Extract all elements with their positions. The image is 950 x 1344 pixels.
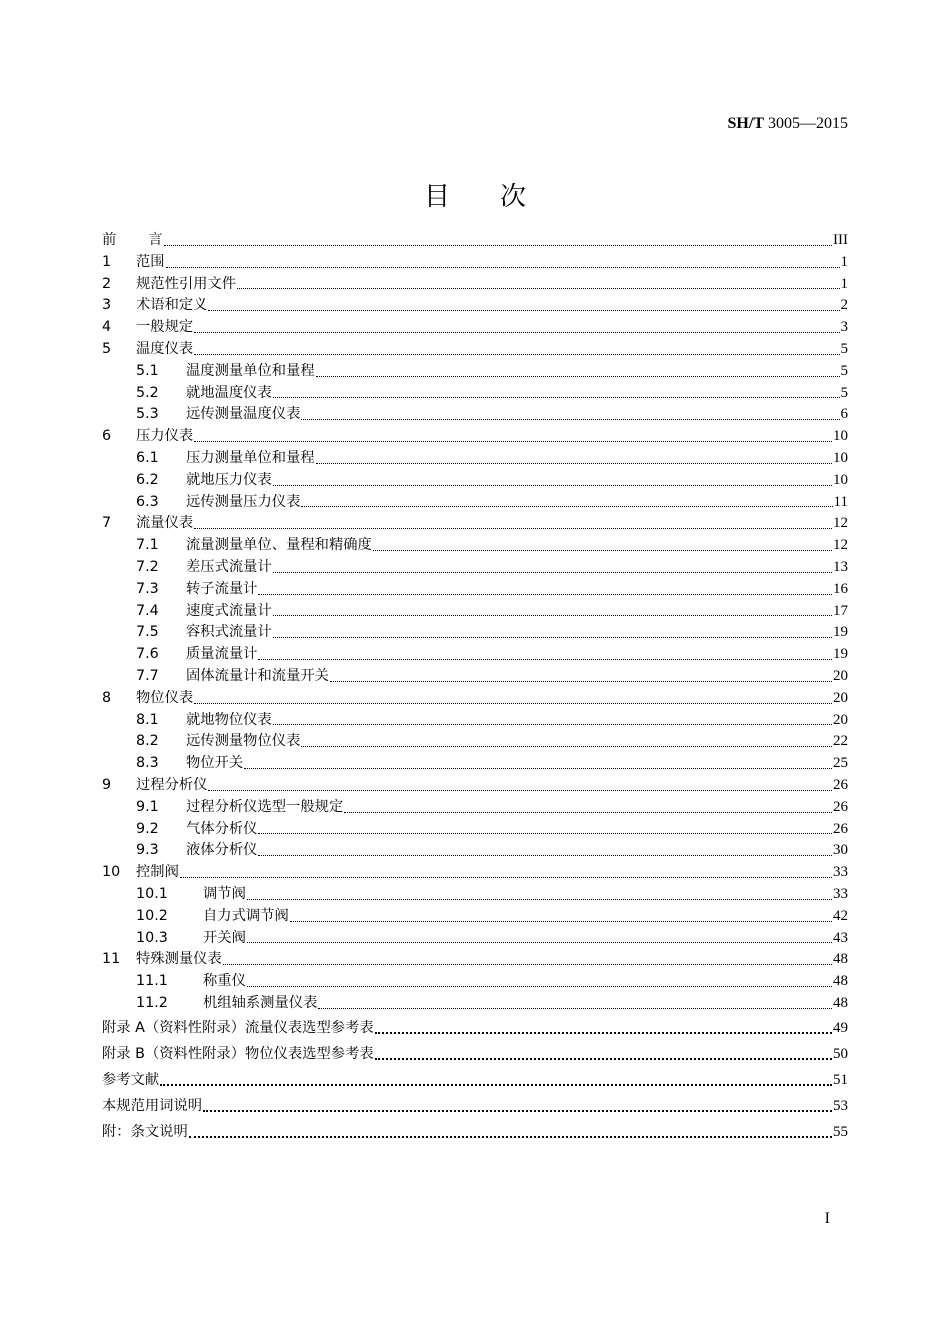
toc-dot-leader: [301, 419, 839, 420]
toc-entry[interactable]: [102, 688, 848, 710]
toc-entry-page: 20: [833, 667, 848, 684]
toc-entry-label: 开关阀: [203, 929, 246, 946]
toc-entry[interactable]: [102, 404, 848, 426]
toc-entry[interactable]: [102, 753, 848, 775]
toc-entry-label: 温度仪表: [136, 340, 194, 357]
toc-dot-leader: [194, 332, 839, 333]
toc-dot-leader: [258, 594, 832, 595]
toc-entry-page: 20: [833, 689, 848, 706]
toc-entry-label: 物位开关: [186, 755, 244, 772]
toc-entry[interactable]: [102, 557, 848, 579]
toc-dot-leader: [273, 637, 832, 638]
toc-entry[interactable]: [102, 470, 848, 492]
toc-entry-label-part: 前: [102, 232, 117, 248]
toc-entry-number: 9: [102, 776, 112, 793]
toc-entry-number: 9.1: [136, 798, 159, 815]
toc-dot-leader: [194, 703, 832, 704]
toc-entry-number: 8.2: [136, 733, 159, 750]
toc-entry[interactable]: [102, 1067, 848, 1093]
toc-entry-label: 转子流量计: [186, 580, 258, 597]
toc-entry-page: 26: [833, 820, 848, 837]
toc-dot-leader: [223, 964, 832, 965]
page-title: 目次: [423, 182, 576, 212]
toc-entry[interactable]: [102, 666, 848, 688]
toc-dot-leader: [194, 441, 832, 442]
toc-entry-page: 16: [833, 580, 848, 597]
toc-entry-label: 就地物位仪表: [186, 711, 272, 728]
toc-entry-page: 48: [833, 973, 848, 990]
toc-entry-page: 49: [833, 1019, 848, 1036]
toc-entry[interactable]: [102, 971, 848, 993]
toc-entry-number: 7.3: [136, 580, 159, 597]
toc-dot-leader: [290, 921, 832, 922]
toc-entry-number: 5.1: [136, 362, 159, 379]
toc-dot-leader: [180, 877, 832, 878]
toc-entry[interactable]: [102, 1119, 848, 1145]
standard-code: [728, 115, 848, 133]
toc-entry[interactable]: [102, 295, 848, 317]
toc-entry-label-part: 言: [148, 232, 163, 248]
toc-entry-label: [102, 230, 163, 252]
toc-entry-number: 10.2: [136, 907, 168, 924]
toc-entry[interactable]: [102, 731, 848, 753]
toc-entry-page: 17: [833, 602, 848, 619]
toc-entry-page: 55: [833, 1123, 848, 1140]
toc-entry-page: 10: [833, 428, 848, 445]
toc-dot-leader: [316, 376, 840, 377]
toc-dot-leader: [258, 659, 832, 660]
toc-entry-label: 控制阀: [136, 864, 179, 881]
toc-dot-leader: [237, 288, 839, 289]
toc-entry-label: 速度式流量计: [186, 602, 272, 619]
toc-dot-leader: [273, 572, 832, 573]
toc-entry-page: 20: [833, 711, 848, 728]
toc-entry-number: 10.3: [136, 929, 168, 946]
toc-entry-number: 5.3: [136, 406, 159, 423]
toc-entry-number: 4: [102, 319, 112, 336]
toc-dot-leader: [244, 768, 832, 769]
toc-entry-label: 称重仪: [203, 973, 246, 990]
toc-dot-leader: [375, 1058, 832, 1060]
toc-entry-number: 6.1: [136, 449, 159, 466]
toc-entry-number: 5.2: [136, 384, 159, 401]
toc-entry-label: 气体分析仪: [186, 820, 258, 837]
toc-entry-number: 11.1: [136, 973, 168, 990]
toc-entry-label: 过程分析仪选型一般规定: [186, 798, 344, 815]
toc-entry-page: 3: [840, 319, 848, 336]
toc-entry-page: 19: [833, 624, 848, 641]
toc-entry[interactable]: [102, 840, 848, 862]
toc-entry-number: 9.3: [136, 842, 159, 859]
toc-entry[interactable]: [102, 579, 848, 601]
toc-entry-page: 22: [833, 733, 848, 750]
toc-entry[interactable]: [102, 361, 848, 383]
toc-entry-number: 7.6: [136, 646, 159, 663]
toc-entry-page: 26: [833, 798, 848, 815]
toc-entry-label: 附：条文说明: [102, 1123, 188, 1140]
toc-dot-leader: [273, 724, 832, 725]
toc-entry-number: 10.1: [136, 885, 168, 902]
toc-entry-number: 7.7: [136, 667, 159, 684]
toc-entry-label: 附录 A（资料性附录）流量仪表选型参考表: [102, 1019, 374, 1036]
toc-entry-label: 术语和定义: [136, 297, 208, 314]
toc-entry-page: 1: [840, 275, 848, 292]
toc-entry-page: 12: [833, 537, 848, 554]
toc-entry-number: 11: [102, 951, 121, 968]
toc-dot-leader: [194, 354, 839, 355]
toc-entry-page: 5: [840, 362, 848, 379]
toc-entry[interactable]: [102, 448, 848, 470]
standard-number: 3005—2015: [764, 115, 848, 132]
toc-entry[interactable]: [102, 274, 848, 296]
toc-entry-label: 压力测量单位和量程: [186, 449, 315, 466]
toc-entry[interactable]: [102, 492, 848, 514]
toc-entry-label: 就地压力仪表: [186, 471, 272, 488]
toc-dot-leader: [301, 746, 832, 747]
toc-entry-page: 13: [833, 558, 848, 575]
table-of-contents: [102, 230, 848, 1145]
toc-entry-label: 调节阀: [203, 885, 246, 902]
toc-dot-leader: [316, 463, 832, 464]
toc-entry-number: 8.1: [136, 711, 159, 728]
footer-page-number: I: [824, 1210, 830, 1227]
toc-entry-number: 10: [102, 864, 121, 881]
toc-entry-number: 7.2: [136, 558, 159, 575]
toc-entry-page: 48: [833, 951, 848, 968]
toc-dot-leader: [247, 899, 832, 900]
toc-dot-leader: [189, 1136, 832, 1138]
toc-entry[interactable]: [102, 622, 848, 644]
toc-entry[interactable]: [102, 949, 848, 971]
toc-entry-label: 规范性引用文件: [136, 275, 237, 292]
toc-dot-leader: [194, 528, 832, 529]
toc-entry-label: 流量测量单位、量程和精确度: [186, 537, 372, 554]
toc-entry[interactable]: [102, 513, 848, 535]
toc-entry-number: 6.2: [136, 471, 159, 488]
toc-entry-page: 33: [833, 864, 848, 881]
toc-entry[interactable]: [102, 426, 848, 448]
toc-entry-page: 5: [840, 384, 848, 401]
toc-entry-number: 6.3: [136, 493, 159, 510]
toc-entry-page: 53: [833, 1097, 848, 1114]
toc-entry-page: 33: [833, 885, 848, 902]
toc-entry-label: 流量仪表: [136, 515, 194, 532]
toc-entry[interactable]: [102, 775, 848, 797]
toc-entry[interactable]: [102, 317, 848, 339]
toc-entry-label: 机组轴系测量仪表: [203, 994, 318, 1011]
toc-entry-page: 43: [833, 929, 848, 946]
toc-entry[interactable]: [102, 797, 848, 819]
toc-entry[interactable]: [102, 884, 848, 906]
toc-entry[interactable]: [102, 1093, 848, 1119]
toc-entry-page: 42: [833, 907, 848, 924]
toc-entry-page: 12: [833, 515, 848, 532]
standard-prefix: SH/T: [727, 115, 764, 132]
toc-entry-label: 特殊测量仪表: [136, 951, 222, 968]
toc-dot-leader: [373, 550, 832, 551]
toc-entry-label: 一般规定: [136, 319, 194, 336]
toc-entry-number: 5: [102, 340, 112, 357]
toc-dot-leader: [344, 812, 832, 813]
toc-dot-leader: [247, 942, 832, 943]
toc-entry-page: 50: [833, 1045, 848, 1062]
toc-entry-label: 过程分析仪: [136, 776, 208, 793]
toc-entry-label: 差压式流量计: [186, 558, 272, 575]
toc-entry[interactable]: [102, 339, 848, 361]
toc-entry-number: 8.3: [136, 755, 159, 772]
toc-dot-leader: [330, 681, 832, 682]
toc-dot-leader: [301, 506, 832, 507]
toc-entry-label: 远传测量压力仪表: [186, 493, 301, 510]
toc-dot-leader: [273, 615, 832, 616]
toc-entry-page: 51: [833, 1071, 848, 1088]
toc-entry[interactable]: [102, 906, 848, 928]
toc-entry-label: 液体分析仪: [186, 842, 258, 859]
toc-entry-label: 远传测量物位仪表: [186, 733, 301, 750]
toc-entry-label: 范围: [136, 253, 165, 270]
toc-entry-label: 参考文献: [102, 1071, 160, 1088]
toc-entry[interactable]: [102, 252, 848, 274]
toc-dot-leader: [273, 397, 840, 398]
toc-entry-page: 30: [833, 842, 848, 859]
toc-entry-page: 1: [840, 253, 848, 270]
toc-entry-number: 3: [102, 297, 112, 314]
toc-entry-number: 2: [102, 275, 112, 292]
toc-entry-page: 48: [833, 994, 848, 1011]
toc-dot-leader: [208, 310, 839, 311]
toc-dot-leader: [203, 1110, 832, 1112]
toc-entry-label: 温度测量单位和量程: [186, 362, 315, 379]
toc-entry[interactable]: [102, 644, 848, 666]
toc-entry[interactable]: [102, 230, 848, 252]
toc-entry[interactable]: [102, 535, 848, 557]
toc-dot-leader: [208, 790, 832, 791]
toc-dot-leader: [258, 855, 832, 856]
toc-entry[interactable]: [102, 383, 848, 405]
toc-entry-label: 质量流量计: [186, 646, 258, 663]
toc-entry-label: 远传测量温度仪表: [186, 406, 301, 423]
toc-entry-number: 7.1: [136, 537, 159, 554]
toc-entry-number: 7.5: [136, 624, 159, 641]
toc-entry-number: 11.2: [136, 994, 168, 1011]
toc-dot-leader: [164, 245, 832, 246]
toc-entry[interactable]: [102, 710, 848, 732]
toc-entry[interactable]: [102, 862, 848, 884]
toc-entry-page: 25: [833, 755, 848, 772]
toc-dot-leader: [273, 485, 832, 486]
toc-entry-number: 1: [102, 253, 112, 270]
toc-entry-number: 7: [102, 515, 112, 532]
toc-entry[interactable]: [102, 1041, 848, 1067]
toc-dot-leader: [166, 267, 840, 268]
toc-entry-label: 固体流量计和流量开关: [186, 667, 329, 684]
toc-entry[interactable]: [102, 993, 848, 1015]
toc-entry-page: III: [833, 232, 848, 248]
toc-entry-label: 压力仪表: [136, 428, 194, 445]
toc-entry[interactable]: [102, 928, 848, 950]
toc-entry-label: 容积式流量计: [186, 624, 272, 641]
toc-dot-leader: [160, 1084, 832, 1086]
toc-entry[interactable]: [102, 1015, 848, 1041]
toc-entry-page: 10: [833, 449, 848, 466]
toc-entry[interactable]: [102, 601, 848, 623]
toc-entry-label: 本规范用词说明: [102, 1097, 203, 1114]
toc-entry-page: 6: [840, 406, 848, 423]
toc-dot-leader: [258, 833, 832, 834]
toc-dot-leader: [375, 1032, 832, 1034]
toc-entry-page: 2: [840, 297, 848, 314]
toc-entry-page: 5: [840, 340, 848, 357]
toc-entry-page: 26: [833, 776, 848, 793]
toc-entry-number: 9.2: [136, 820, 159, 837]
toc-entry-label: 物位仪表: [136, 689, 194, 706]
toc-entry-label: 附录 B（资料性附录）物位仪表选型参考表: [102, 1045, 374, 1062]
toc-dot-leader: [247, 986, 832, 987]
toc-entry-label: 就地温度仪表: [186, 384, 272, 401]
toc-entry-page: 11: [833, 493, 848, 510]
toc-entry-page: 19: [833, 646, 848, 663]
toc-entry-number: 7.4: [136, 602, 159, 619]
toc-entry[interactable]: [102, 819, 848, 841]
toc-entry-label: 自力式调节阀: [203, 907, 289, 924]
toc-entry-page: 10: [833, 471, 848, 488]
toc-entry-number: 6: [102, 428, 112, 445]
toc-entry-number: 8: [102, 689, 112, 706]
toc-dot-leader: [318, 1008, 832, 1009]
